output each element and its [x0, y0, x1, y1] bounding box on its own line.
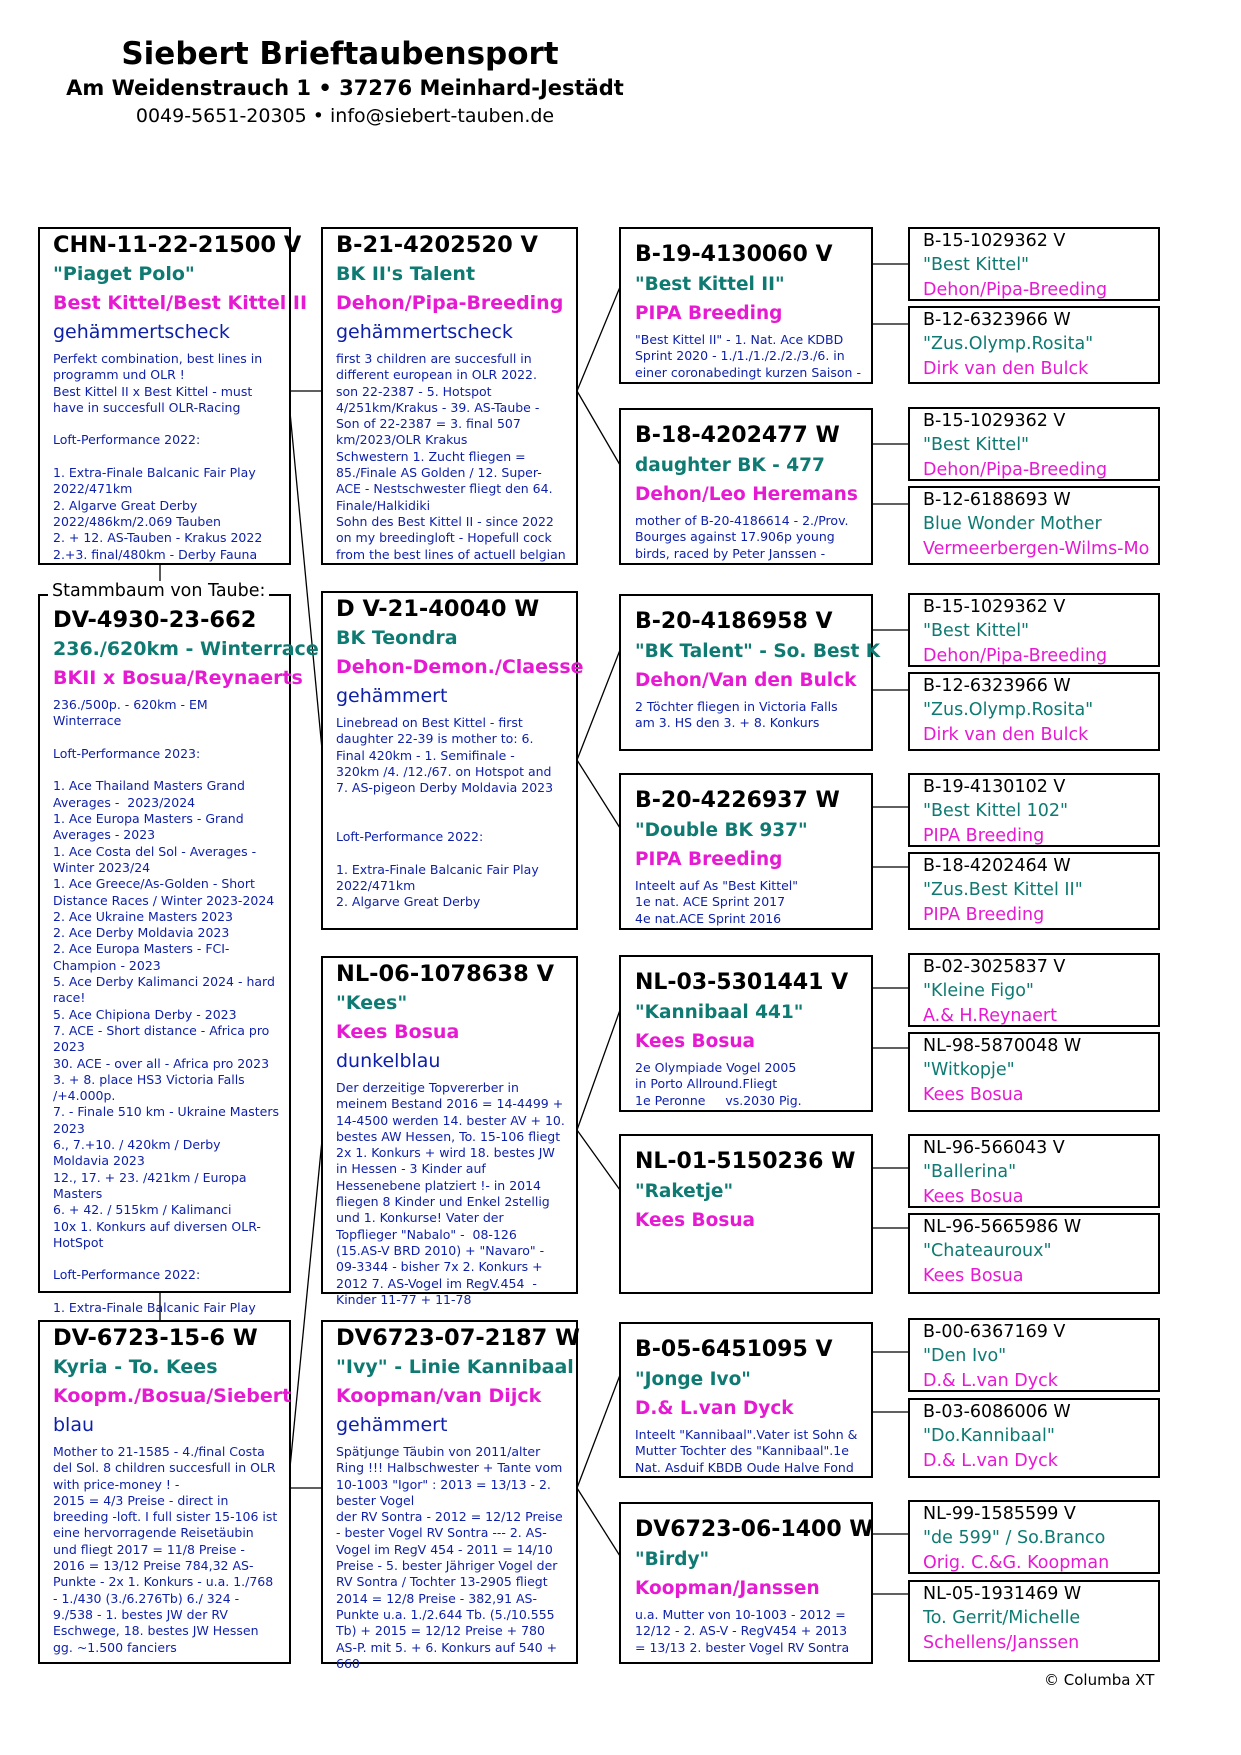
dam-dam-ring: DV6723-07-2187 W: [336, 1325, 580, 1351]
g4-breeder: Schellens/Janssen: [923, 1633, 1080, 1653]
dam-sire-card: [321, 956, 578, 1307]
g4-breeder: PIPA Breeding: [923, 826, 1045, 846]
g4-card: [908, 486, 1160, 565]
g4-ring: B-15-1029362 V: [923, 411, 1066, 431]
sire-sire-breeder: Dehon/Pipa-Breeding: [336, 292, 564, 314]
g4-ring: B-03-6086006 W: [923, 1402, 1071, 1422]
kennel-address: Am Weidenstrauch 1 • 37276 Meinhard-Jestädt: [66, 76, 624, 100]
g4-name: "Zus.Olymp.Rosita": [923, 700, 1094, 720]
g4-card: [908, 1318, 1160, 1392]
g3-breeder: PIPA Breeding: [635, 303, 783, 324]
g4-card: [908, 593, 1160, 667]
g4-ring: B-15-1029362 V: [923, 231, 1066, 251]
g4-name: "Ballerina": [923, 1162, 1017, 1182]
g3-breeder: Koopman/Janssen: [635, 1578, 820, 1599]
g3-breeder: Kees Bosua: [635, 1210, 756, 1231]
g3-name: "Birdy": [635, 1549, 710, 1570]
g3-ring: B-20-4226937 W: [635, 788, 840, 813]
g4-breeder: Dirk van den Bulck: [923, 359, 1089, 379]
subject-ring: DV-4930-23-662: [53, 607, 257, 633]
g3-name: "Raketje": [635, 1181, 734, 1202]
g4-ring: B-19-4130102 V: [923, 777, 1066, 797]
g3-ring: B-05-6451095 V: [635, 1337, 833, 1362]
subject-breeder: BKII x Bosua/Reynaerts: [53, 667, 303, 689]
sire-dam-breeder: Dehon-Demon./Claesse: [336, 656, 584, 678]
dam-dam-card: [321, 1320, 580, 1671]
g3-card: [619, 955, 873, 1112]
g4-ring: B-12-6323966 W: [923, 676, 1071, 696]
kennel-title: Siebert Brieftaubensport: [121, 36, 559, 72]
dam-ring: DV-6723-15-6 W: [53, 1325, 258, 1351]
g4-card: [908, 1398, 1160, 1478]
g4-breeder: A.& H.Reynaert: [923, 1006, 1057, 1026]
g4-ring: B-18-4202464 W: [923, 856, 1071, 876]
dam-sire-color: dunkelblau: [336, 1050, 441, 1072]
dam-sire-breeder: Kees Bosua: [336, 1021, 460, 1043]
g3-card: [619, 1134, 873, 1294]
g4-name: "Den Ivo": [923, 1346, 1007, 1366]
g4-card: [908, 672, 1160, 751]
subject-card: [38, 594, 319, 1315]
g3-ring: B-20-4186958 V: [635, 609, 833, 634]
g4-breeder: Dirk van den Bulck: [923, 725, 1089, 745]
sire-sire-name: BK II's Talent: [336, 263, 476, 285]
g3-card: [619, 227, 873, 384]
g4-name: "Zus.Best Kittel II": [923, 880, 1083, 900]
dam-sire-info: Der derzeitige Topvererber in meinem Bestand 2016 = 14-4499 + 14-4500 werden 14. bester AV + 10. bestes AW Hessen, To. 15-106 fliegt 2x 1. Konkurs + wird 18. bestes JW in Hessen - 3 Kinder auf Hessenebene platziert !- in 2014 fliegen 8 Kinder und Enkel 2stellig und 1. Konkurse! Vater der Topflieger "Nabalo" - 08-126 (15.AS-V BRD 2010) + "Navaro" - 09-3344 - bisher 7x 2. Konkurs + 2012 7. AS-Vogel im RegV.454 - Kinder 11-77 + 11-78: [336, 1080, 569, 1307]
dam-dam-info: Spätjunge Täubin von 2011/alter Ring !!! Halbschwester + Tante vom 10-1003 "Igor" : 2013 = 13/13 - 2. bester Vogel der RV Sontra - 2012 = 12/12 Preise - bester Vogel RV Sontra --- 2. AS-Vogel im RegV 454 - 2011 = 14/10 Preise - 5. bester Jähriger Vogel der RV Sontra / Tochter 13-2905 fliegt 2014 = 12/8 Preise - 382,91 AS-Punkte u.a. 1./2.644 Tb. (5./10.555 Tb) + 2015 = 12/12 Preise + 780 AS-P. mit 5. + 6. Konkurs auf 540 + 660: [336, 1444, 563, 1671]
g4-card: [908, 1213, 1160, 1294]
sire-dam-card: [321, 591, 584, 930]
g4-name: "Best Kittel": [923, 621, 1030, 641]
g4-name: "de 599" / So.Branco: [923, 1528, 1106, 1548]
g3-info: 2e Olympiade Vogel 2005 in Porto Allround.Fliegt 1e Peronne vs.2030 Pig.: [635, 1060, 802, 1108]
g3-name: "Best Kittel II": [635, 274, 785, 295]
g3-ring: DV6723-06-1400 W: [635, 1517, 874, 1542]
dam-info: Mother to 21-1585 - 4./final Costa del Sol. 8 children succesfull in OLR with price-money ! - 2015 = 4/3 Preise - direct in breeding -loft. I full sister 15-106 ist eine hervorragende Reisetäubin und fliegt 2017 = 11/8 Preise - 2016 = 13/12 Preise 784,32 AS-Punkte - 2x 1. Konkurs - u.a. 1./768 - 1./430 (3./6.276Tb) 6./ 324 - 9./538 - 1. bestes JW der RV Eschwege, 18. bestes JW Hessen gg. ~1.500 fanciers: [53, 1444, 278, 1655]
g4-card: [908, 306, 1160, 384]
g3-name: "Double BK 937": [635, 820, 808, 841]
g4-card: [908, 227, 1160, 301]
g4-card: [908, 773, 1160, 847]
dam-color: blau: [53, 1414, 95, 1436]
g3-breeder: Dehon/Van den Bulck: [635, 670, 857, 691]
g4-ring: NL-98-5870048 W: [923, 1036, 1082, 1056]
g4-card: [908, 1500, 1160, 1574]
g3-name: daughter BK - 477: [635, 455, 825, 476]
g4-card: [908, 953, 1160, 1027]
pedigree-label: Stammbaum von Taube:: [48, 581, 269, 601]
g3-info: 2 Töchter fliegen in Victoria Falls am 3. HS den 3. + 8. Konkurs: [635, 699, 842, 731]
sire-sire-ring: B-21-4202520 V: [336, 232, 538, 258]
sire-dam-ring: D V-21-40040 W: [336, 596, 540, 622]
subject-name: 236./620km - Winterrace: [53, 638, 319, 660]
copyright-notice: © Columba XT: [1044, 1671, 1155, 1689]
g4-name: "Chateauroux": [923, 1241, 1052, 1261]
sire-dam-info: Linebread on Best Kittel - first daughter 22-39 is mother to: 6. Final 420km - 1. Semifinale - 320km /4. /12./67. on Hotspot and 7. AS-pigeon Derby Moldavia 2023 Loft-Performance 2022: 1. Extra-Finale Balcanic Fair Play 2022/471km 2. Algarve Great Derby: [336, 715, 554, 910]
g4-breeder: Kees Bosua: [923, 1187, 1024, 1207]
g3-card: [619, 773, 873, 930]
g4-name: Blue Wonder Mother: [923, 514, 1102, 534]
g4-breeder: D.& L.van Dyck: [923, 1371, 1058, 1391]
g4-name: To. Gerrit/Michelle: [923, 1608, 1081, 1628]
sire-sire-color: gehämmertscheck: [336, 321, 513, 343]
g4-breeder: Orig. C.&G. Koopman: [923, 1553, 1110, 1573]
g4-breeder: PIPA Breeding: [923, 905, 1045, 925]
g3-info: "Best Kittel II" - 1. Nat. Ace KDBD Sprint 2020 - 1./1./1./2./2./3./6. in einer coronabedingt kurzen Saison -: [635, 332, 861, 380]
g4-breeder: Kees Bosua: [923, 1266, 1024, 1286]
g4-ring: B-12-6323966 W: [923, 310, 1071, 330]
g3-breeder: Kees Bosua: [635, 1031, 756, 1052]
sire-ring: CHN-11-22-21500 V: [53, 232, 302, 258]
g4-name: "Kleine Figo": [923, 981, 1034, 1001]
g3-ring: NL-01-5150236 W: [635, 1149, 856, 1174]
g4-breeder: D.& L.van Dyck: [923, 1451, 1058, 1471]
sire-info: Perfekt combination, best lines in programm und OLR ! Best Kittel II x Best Kittel - must have in succesfull OLR-Racing Loft-Performance 2022: 1. Extra-Finale Balcanic Fair Play 2022/471km 2. Algarve Great Derby 2022/486km/2.069 Tauben 2. + 12. AS-Tauben - Krakus 2022 2.+3. final/480km - Derby Fauna: [53, 351, 263, 562]
g4-breeder: Vermeerbergen-Wilms-Mo: [923, 539, 1150, 559]
dam-dam-breeder: Koopman/van Dijck: [336, 1385, 542, 1407]
g3-card: [619, 594, 881, 751]
g3-breeder: Dehon/Leo Heremans: [635, 484, 858, 505]
g4-name: "Best Kittel": [923, 435, 1030, 455]
sire-sire-card: [321, 227, 578, 565]
g3-card: [619, 1322, 873, 1478]
g4-card: [908, 407, 1160, 481]
dam-card: [38, 1320, 291, 1664]
g4-card: [908, 1580, 1160, 1662]
g3-breeder: D.& L.van Dyck: [635, 1398, 794, 1419]
sire-dam-name: BK Teondra: [336, 627, 458, 649]
sire-card: [38, 227, 308, 565]
kennel-contact: 0049-5651-20305 • info@siebert-tauben.de: [135, 105, 555, 127]
g3-name: "Kannibaal 441": [635, 1002, 804, 1023]
g3-card: [619, 1502, 873, 1664]
sire-name: "Piaget Polo": [53, 263, 195, 285]
sire-sire-info: first 3 children are succesfull in different european in OLR 2022. son 22-2387 - 5. Hotspot 4/251km/Krakus - 39. AS-Taube - Son of 22-2387 = 3. final 507 km/2023/OLR Krakus Schwestern 1. Zucht fliegen = 85./Finale AS Golden / 12. Super-ACE - Nestschwester fliegt den 64. Finale/Halkidiki Sohn des Best Kittel II - since 2022 on my breedingloft - Hopefull cock from the best lines of actuell belgian: [336, 351, 566, 562]
g3-ring: NL-03-5301441 V: [635, 970, 849, 995]
g3-name: "Jonge Ivo": [635, 1369, 751, 1390]
subject-info: 236./500p. - 620km - EM Winterrace Loft-Performance 2023: 1. Ace Thailand Masters Grand Averages - 2023/2024 1. Ace Europa Masters - Grand Averages - 2023 1. Ace Costa del Sol - Averages - Winter 2023/24 1. Ace Greece/As-Golden - Short Distance Races / Winter 2023-2024 2. Ace Ukraine Masters 2023 2. Ace Derby Moldavia 2023 2. Ace Europa Masters - FCI-Champion - 2023 5. Ace Derby Kalimanci 2024 - hard race! 5. Ace Chipiona Derby - 2023 7. ACE - Short distance - Africa pro 2023 30. ACE - over all - Africa pro 2023 3. + 8. place HS3 Victoria Falls /+4.000p. 7. - Finale 510 km - Ukraine Masters 2023 6., 7.+10. / 420km / Derby Moldavia 2023 12., 17. + 23. /421km / Europa Masters 6. + 42. / 515km / Kalimanci 10x 1. Konkurs auf diversen OLR-HotSpot Loft-Performance 2022: 1. Extra-Finale Balcanic Fair Play: [53, 697, 280, 1315]
g3-breeder: PIPA Breeding: [635, 849, 783, 870]
g3-ring: B-19-4130060 V: [635, 242, 833, 267]
g4-breeder: Dehon/Pipa-Breeding: [923, 646, 1108, 666]
g4-ring: B-02-3025837 V: [923, 957, 1066, 977]
g4-ring: B-12-6188693 W: [923, 490, 1071, 510]
g4-name: "Zus.Olymp.Rosita": [923, 334, 1094, 354]
g3-info: Inteelt "Kannibaal".Vater ist Sohn & Mutter Tochter des "Kannibaal".1e Nat. Asduif KBDB Oude Halve Fond: [635, 1427, 862, 1475]
dam-dam-name: "Ivy" - Linie Kannibaal: [336, 1356, 574, 1378]
g4-card: [908, 1032, 1160, 1112]
g4-ring: B-00-6367169 V: [923, 1322, 1066, 1342]
g4-name: "Do.Kannibaal": [923, 1426, 1055, 1446]
dam-dam-color: gehämmert: [336, 1414, 448, 1436]
g3-info: Inteelt auf As "Best Kittel" 1e nat. ACE Sprint 2017 4e nat.ACE Sprint 2016: [635, 878, 799, 926]
g4-ring: NL-05-1931469 W: [923, 1584, 1082, 1604]
g4-breeder: Kees Bosua: [923, 1085, 1024, 1105]
g4-name: "Best Kittel": [923, 255, 1030, 275]
g4-ring: NL-96-566043 V: [923, 1138, 1065, 1158]
sire-breeder: Best Kittel/Best Kittel II: [53, 292, 308, 314]
g4-card: [908, 852, 1160, 930]
g4-ring: B-15-1029362 V: [923, 597, 1066, 617]
g4-name: "Witkopje": [923, 1060, 1015, 1080]
g4-breeder: Dehon/Pipa-Breeding: [923, 280, 1108, 300]
g3-info: u.a. Mutter von 10-1003 - 2012 = 12/12 - 2. AS-V - RegV454 + 2013 = 13/13 2. bester Vogel RV Sontra: [635, 1607, 852, 1655]
g4-breeder: Dehon/Pipa-Breeding: [923, 460, 1108, 480]
g3-card: [619, 408, 873, 565]
g3-info: mother of B-20-4186614 - 2./Prov. Bourges against 17.906p young birds, raced by Peter Janssen -: [635, 513, 853, 561]
dam-breeder: Koopm./Bosua/Siebert: [53, 1385, 292, 1407]
dam-sire-name: "Kees": [336, 992, 408, 1014]
g3-ring: B-18-4202477 W: [635, 423, 840, 448]
g4-name: "Best Kittel 102": [923, 801, 1069, 821]
dam-name: Kyria - To. Kees: [53, 1356, 218, 1378]
sire-dam-color: gehämmert: [336, 685, 448, 707]
g4-card: [908, 1134, 1160, 1208]
dam-sire-ring: NL-06-1078638 V: [336, 961, 554, 987]
sire-color: gehämmertscheck: [53, 321, 230, 343]
g3-name: "BK Talent" - So. Best K: [635, 641, 881, 662]
g4-ring: NL-96-5665986 W: [923, 1217, 1082, 1237]
g4-ring: NL-99-1585599 V: [923, 1504, 1076, 1524]
